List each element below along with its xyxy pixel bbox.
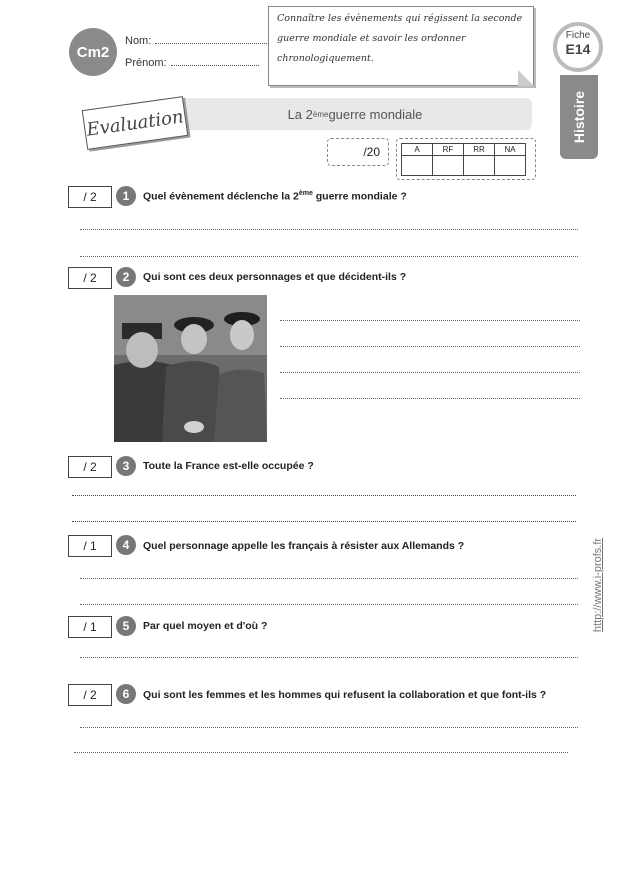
total-score-box[interactable]: [327, 138, 389, 166]
question-1-sup: ème: [298, 190, 313, 197]
fiche-code: E14: [565, 41, 591, 57]
name-label: Nom:: [125, 35, 152, 47]
question-4-number: 4: [116, 535, 136, 555]
question-6-points[interactable]: [68, 684, 112, 706]
answer-line[interactable]: [80, 727, 578, 728]
subject-tab: [560, 75, 598, 159]
question-6-points-text: / 2: [83, 688, 97, 702]
question-1-text: [143, 190, 407, 203]
question-5-points-text: / 1: [83, 620, 97, 634]
question-1-post: guerre mondiale ?: [312, 190, 407, 203]
answer-line[interactable]: [80, 229, 578, 230]
question-2-points-text: / 2: [83, 271, 97, 285]
page-title: [178, 98, 532, 130]
question-1-points[interactable]: [68, 186, 112, 208]
question-2-number: 2: [116, 267, 136, 287]
fiche-badge: [553, 22, 603, 72]
title-pre: La 2: [287, 106, 313, 122]
grade-rr-header: RR: [464, 144, 495, 156]
question-3-text: Toute la France est-elle occupée ?: [143, 460, 314, 472]
title-sup: ème: [312, 109, 329, 119]
question-3-number: 3: [116, 456, 136, 476]
level-badge: Cm2: [69, 28, 117, 76]
question-6-number: 6: [116, 684, 136, 704]
grade-rf-cell[interactable]: [433, 156, 464, 176]
title-post: guerre mondiale: [328, 106, 423, 122]
question-2-text: Qui sont ces deux personnages et que décident-ils ?: [143, 271, 407, 283]
question-6-text: Qui sont les femmes et les hommes qui refusent la collaboration et que font-ils ?: [143, 689, 547, 701]
answer-line[interactable]: [80, 256, 578, 257]
answer-line[interactable]: [72, 521, 576, 522]
firstname-label: Prénom:: [125, 57, 167, 69]
website-text: http://www.i-profs.fr: [592, 537, 604, 633]
question-4-points[interactable]: [68, 535, 112, 557]
question-3-points-text: / 2: [83, 460, 97, 474]
grade-rr-cell[interactable]: [464, 156, 495, 176]
grade-na-header: NA: [495, 144, 526, 156]
total-score-label: /20: [363, 145, 380, 159]
grade-a-header: A: [402, 144, 433, 156]
question-4-points-text: / 1: [83, 539, 97, 553]
answer-line[interactable]: [280, 346, 580, 347]
question-3-points[interactable]: [68, 456, 112, 478]
answer-line[interactable]: [80, 578, 578, 579]
name-dots: [155, 34, 275, 44]
grade-grid: [396, 138, 536, 180]
grade-rf-header: RF: [433, 144, 464, 156]
answer-line[interactable]: [280, 372, 580, 373]
evaluation-stamp: Evaluation: [82, 96, 189, 150]
question-5-number: 5: [116, 616, 136, 636]
answer-line[interactable]: [72, 495, 576, 496]
question-5-text: Par quel moyen et d'où ?: [143, 620, 268, 632]
question-2-points[interactable]: [68, 267, 112, 289]
answer-line[interactable]: [280, 398, 580, 399]
answer-line[interactable]: [74, 752, 568, 753]
fiche-label: Fiche: [565, 30, 591, 41]
question-1-points-text: / 2: [83, 190, 97, 204]
question-1-number: 1: [116, 186, 136, 206]
question-4-text: Quel personnage appelle les français à résister aux Allemands ?: [143, 540, 465, 552]
photo-illustration: [114, 295, 267, 442]
objective-text: Connaître les évènements qui régissent la seconde guerre mondiale et savoir les ordonner chronologiquement.: [277, 13, 523, 64]
answer-line[interactable]: [80, 604, 578, 605]
answer-line[interactable]: [80, 657, 578, 658]
question-1-pre: Quel évènement déclenche la 2: [143, 190, 299, 203]
question-5-points[interactable]: [68, 616, 112, 638]
grade-a-cell[interactable]: [402, 156, 433, 176]
firstname-field[interactable]: [125, 56, 259, 69]
subject-label: Histoire: [571, 90, 587, 144]
objective-note: [268, 6, 534, 86]
answer-line[interactable]: [280, 320, 580, 321]
grade-na-cell[interactable]: [495, 156, 526, 176]
name-field[interactable]: [125, 34, 275, 47]
firstname-dots: [171, 56, 259, 66]
grade-table: [401, 143, 526, 176]
historical-photo: [114, 295, 267, 442]
website-link[interactable]: [588, 520, 608, 650]
page-fold-icon: [518, 70, 534, 86]
